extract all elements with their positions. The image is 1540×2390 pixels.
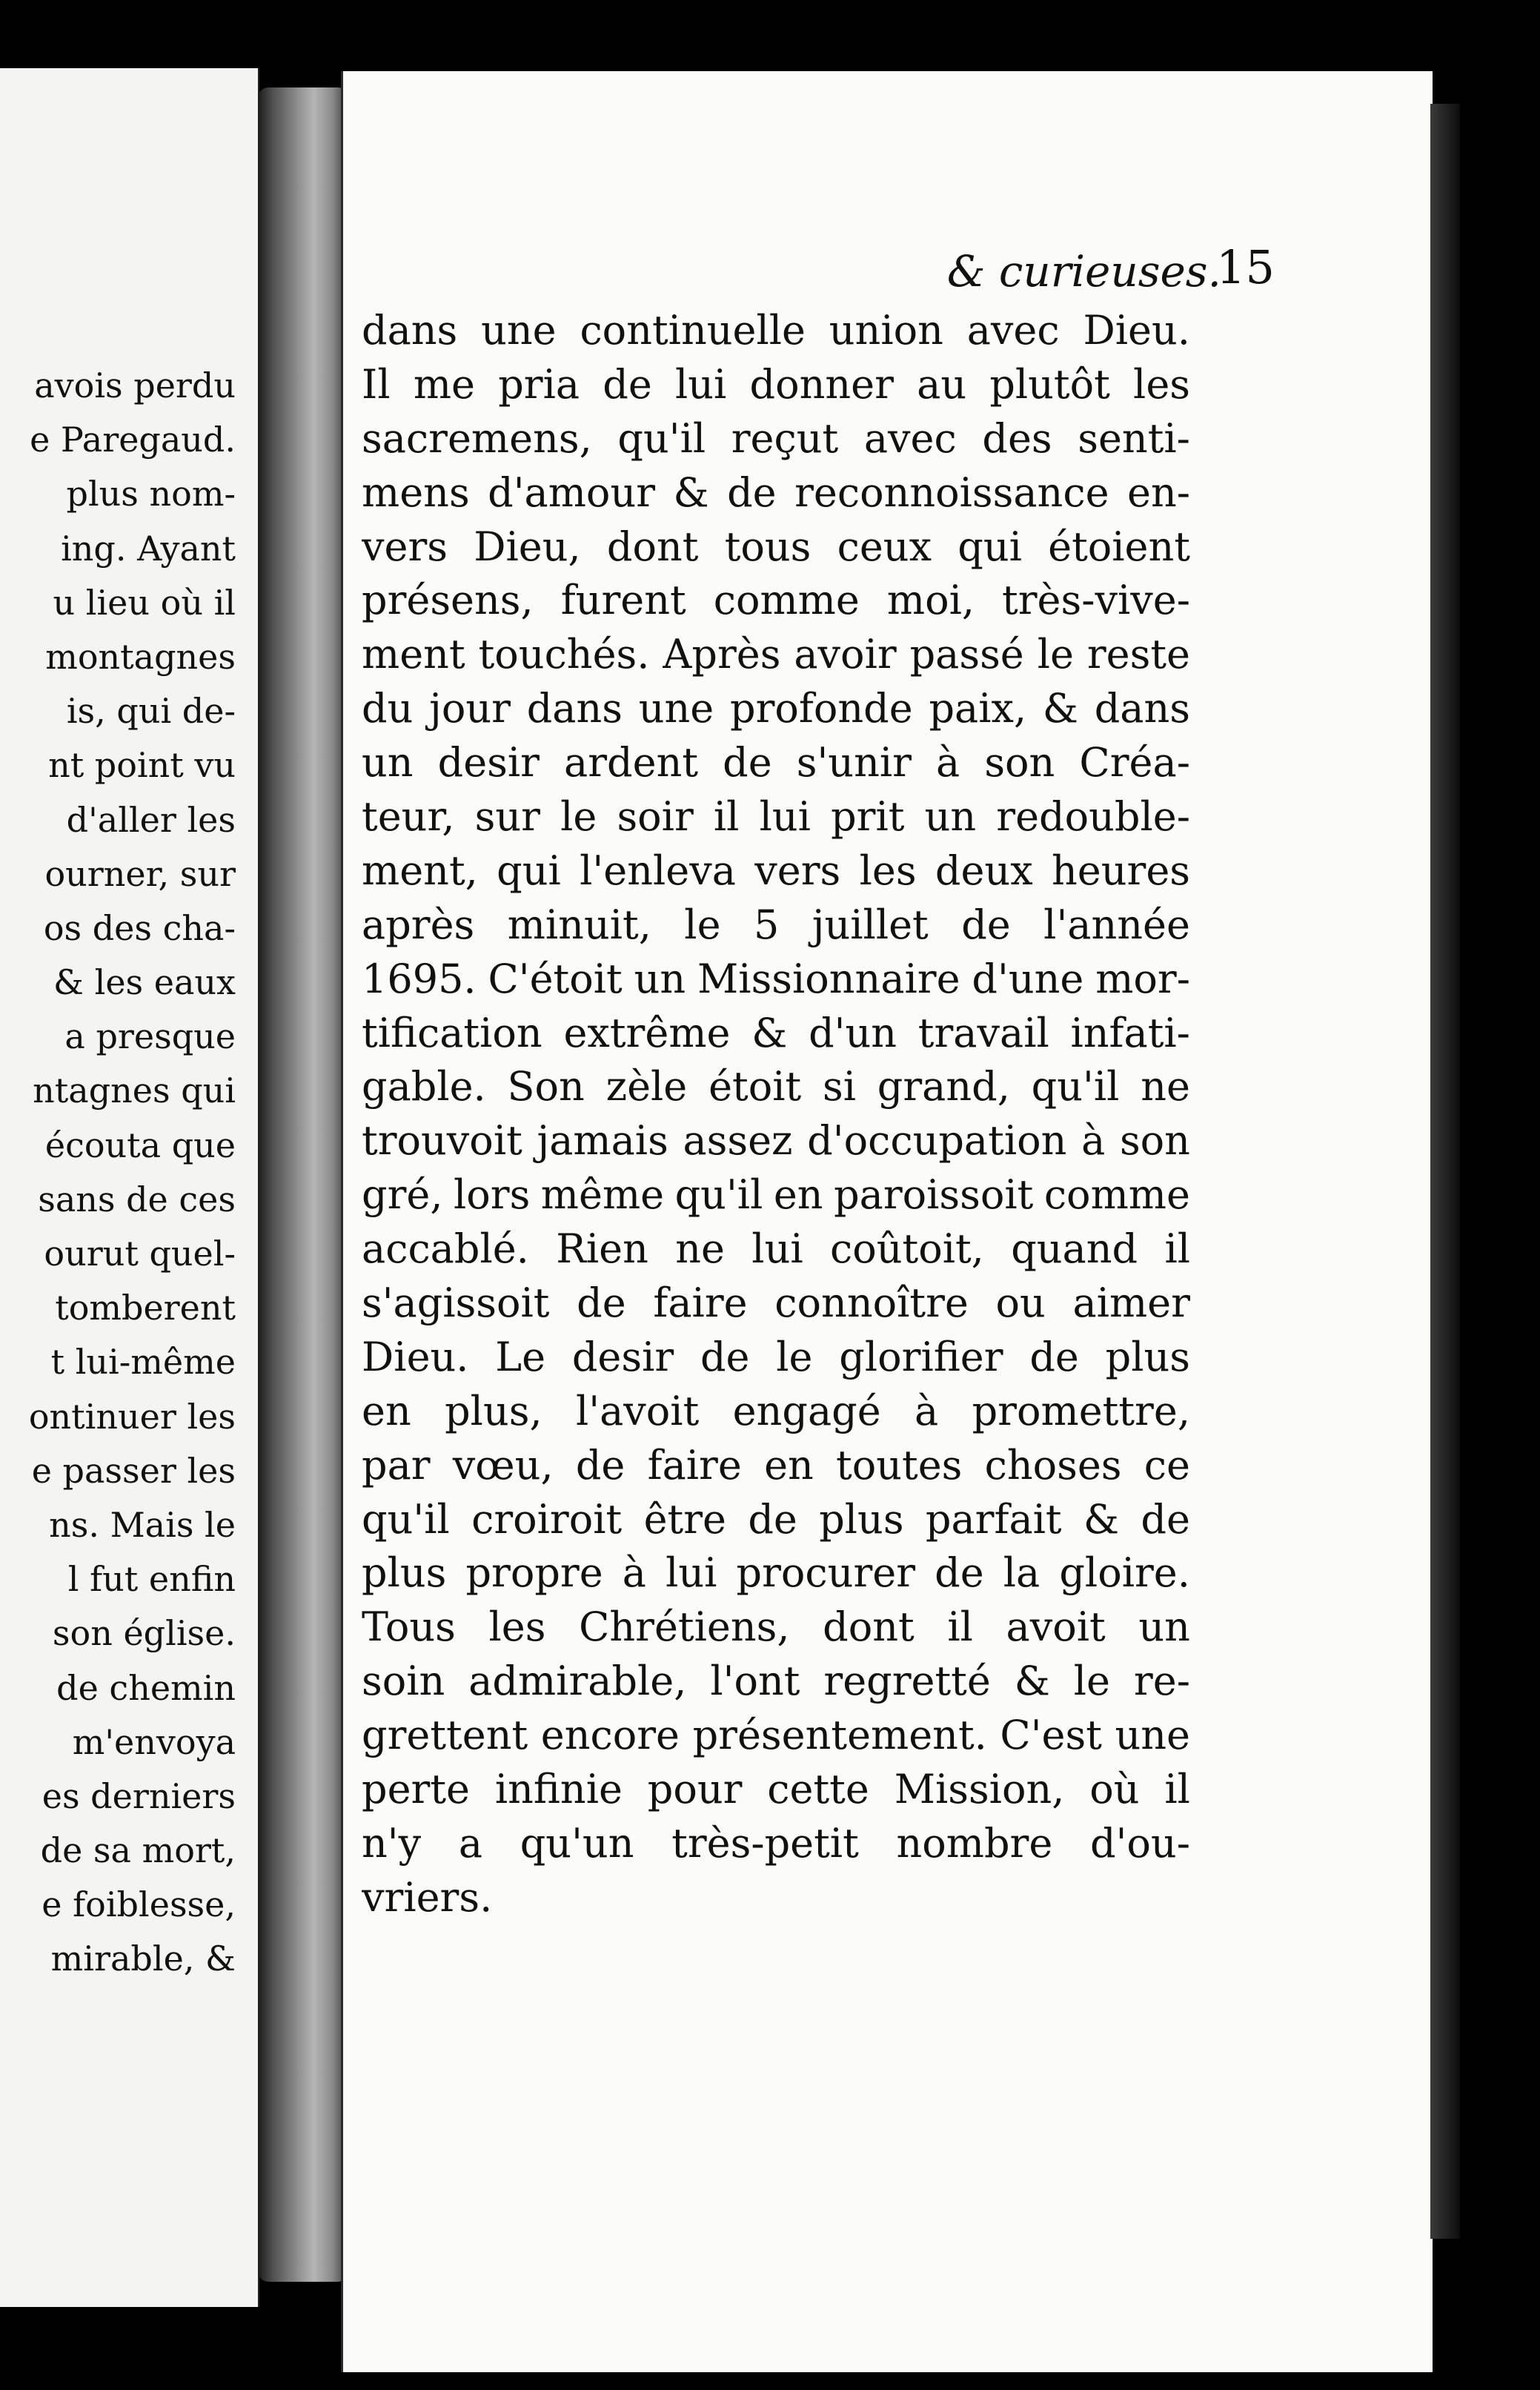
left-text-line: ns. Mais le [49,1504,236,1545]
text-line: un desir ardent de s'unir à son Créa- [362,739,1190,787]
text-line: grettent encore présentement. C'est une [362,1712,1190,1759]
text-line: sacremens, qu'il reçut avec des senti- [362,414,1190,462]
text-line: n'y a qu'un très-petit nombre d'ou- [362,1819,1190,1867]
text-line: Il me pria de lui donner au plutôt les [362,360,1190,408]
left-text-line: ntagnes qui [33,1070,236,1111]
text-line: Tous les Chrétiens, dont il avoit un [362,1603,1190,1651]
left-text-line: nt point vu [48,745,236,786]
text-line: plus propre à lui procurer de la gloire. [362,1549,1190,1597]
left-text-line: es derniers [42,1775,236,1816]
text-line: dans une continuelle union avec Dieu. [362,307,1190,354]
left-text-line: os des cha- [43,907,236,948]
left-text-line: e Paregaud. [30,420,236,460]
left-text-line: a presque [64,1016,236,1057]
left-text-line: sans de ces [38,1179,236,1219]
left-text-line: d'aller les [66,799,236,840]
text-line: en plus, l'avoit engagé à promettre, [362,1387,1190,1434]
text-line: accablé. Rien ne lui coûtoit, quand il [362,1225,1190,1273]
text-line: ment, qui l'enleva vers les deux heures [362,847,1190,894]
text-line: après minuit, le 5 juillet de l'année [362,901,1190,948]
text-line: du jour dans une profonde paix, & dans [362,685,1190,732]
left-text-line: e foiblesse, [42,1884,236,1925]
text-line: gable. Son zèle étoit si grand, qu'il ne [362,1063,1190,1110]
left-text-line: son église. [52,1613,236,1654]
left-text-line: & les eaux [53,962,236,1003]
left-text-line: tomberent [55,1288,236,1328]
left-text-line: m'envoya [72,1721,236,1762]
text-line: Dieu. Le desir de le glorifier de plus [362,1333,1190,1380]
left-text-line: de chemin [56,1667,236,1708]
text-line: présens, furent comme moi, très-vive- [362,577,1190,624]
left-text-line: t lui-même [50,1342,236,1383]
left-text-line: écouta que [44,1125,236,1165]
left-text-line: de sa mort, [40,1830,236,1871]
left-text-line: montagnes [45,636,236,677]
text-line: vers Dieu, dont tous ceux qui étoient [362,523,1190,570]
left-text-line: is, qui de- [66,691,236,732]
left-text-line: ing. Ayant [61,528,236,569]
left-page [0,68,259,2307]
book-edge [1430,104,1460,2239]
text-line: tification extrême & d'un travail infati- [362,1009,1190,1056]
left-text-line: ourner, sur [44,853,236,894]
left-text-line: mirable, & [50,1939,236,1979]
text-line: par vœu, de faire en toutes choses ce [362,1441,1190,1489]
text-line: qu'il croiroit être de plus parfait & de [362,1495,1190,1543]
text-line: 1695. C'étoit un Missionnaire d'une mor- [362,955,1190,1002]
left-text-line: avois perdu [34,365,236,405]
running-head: & curieuses. [946,246,1221,297]
left-text-line: e passer les [31,1450,236,1491]
text-line: vriers. [362,1873,493,1921]
text-line: ment touchés. Après avoir passé le reste [362,631,1190,678]
book-gutter [258,87,348,2282]
text-line: teur, sur le soir il lui prit un redouble- [362,793,1190,841]
left-text-line: l fut enfin [67,1559,236,1600]
left-page-text [0,359,236,1987]
text-line: soin admirable, l'ont regretté & le re- [362,1658,1190,1705]
left-text-line: ontinuer les [28,1396,236,1437]
left-text-line: plus nom- [66,474,236,514]
text-line: mens d'amour & de reconnoissance en- [362,469,1190,516]
text-line: perte infinie pour cette Mission, où il [362,1766,1190,1813]
text-line: s'agissoit de faire connoître ou aimer [362,1280,1190,1327]
text-line: gré, lors même qu'il en paroissoit comme [362,1171,1190,1219]
page-number: 15 [1216,240,1275,294]
right-page-text [362,304,1190,1925]
right-page [341,71,1433,2372]
text-line: trouvoit jamais assez d'occupation à son [362,1117,1190,1165]
left-text-line: u lieu où il [53,582,236,623]
left-text-line: ourut quel- [44,1234,236,1274]
